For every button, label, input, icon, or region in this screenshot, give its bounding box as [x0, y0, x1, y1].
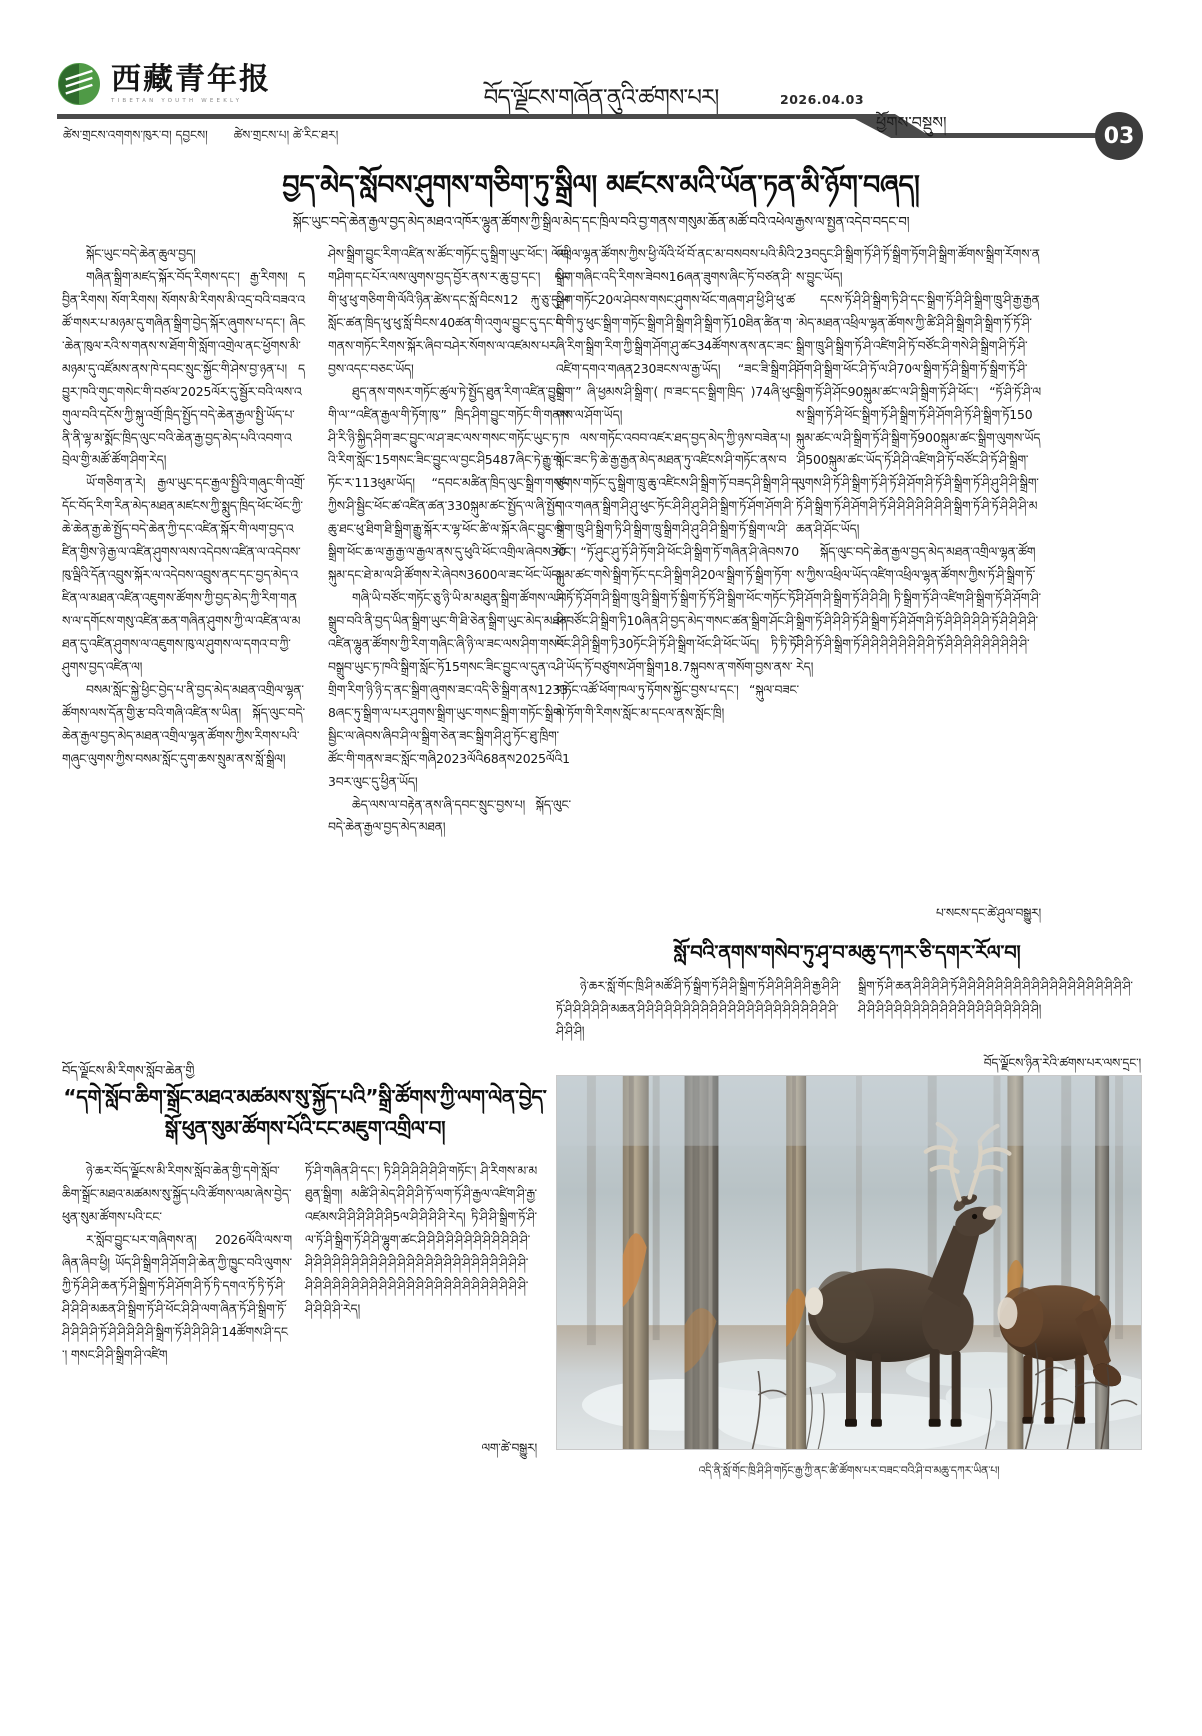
- main-article-column-1: [62, 243, 305, 771]
- article-three-headline: སློ་བའི་ནགས་གསེབ་ཏུ་ཤྭ་བ་མཆུ་དཀར་ཅི་དགར་རོལ་བ།: [673, 941, 1021, 964]
- photo-caption: འདི་ནི་སློ་གོང་ཁྲི་ཤི་ཤི་གཏོང་རྒྱ་ཀྱི་ནང་ཚི་ཚོགས་པར་བཟང་བའི་ཤི་བ་མཆུ་དཀར་ཡིན་པ།: [698, 1464, 1000, 1477]
- paragraph: བསམ་སློང་སྐྱེ་ཕྱིང་བྱེད་པ་ནི་བྱད་མེད་མཐན་འགྲིལ་ལྷན་ཚོགས་ལས་དོན་གྱི་རྩ་བའི་གཞི་འཛིན་ས་ཡིན། སྐོད་ལུང་བདེ་ཆེན་རྒྱལ་བྱད་མེད་མཐན་འགྲིལ་ལྷན་ཚོགས་ཀྱིས་རིགས་པའི་གཞུང་ལུགས་ཀྱིས་བསམ་སློང་དུག་ཆས་སྲུམ་ནས་སློ་སྒྲིལ།: [62, 681, 305, 766]
- article-three-column-2: [858, 975, 1141, 1020]
- masthead-rule-left: [57, 114, 890, 119]
- article-two-column-1: [62, 1160, 292, 1366]
- article-two-kicker: བོད་ལྗོངས་མི་རིགས་སློབ་ཆེན་གྱི: [62, 1064, 195, 1079]
- paragraph: ཉེ་ཆར་སློ་གོང་ཁྲི་ཤི་མཚོ་ཤི་ཏོ་སྒྲིག་ཏོ་ཤི་ཤི་སྒྲིག་ཏོ་ཤི་ཤི་ཤི་ཤི་ཤི་རྒྱ་ཤི་ཤི་ཏོ་ཤི་ཤི་ཤི་ཤི་ཤི་མཆན་ཤི་ཤི་ཤི་ཤི་ཤི་ཤི་ཤི་ཤི་ཤི་ཤི་ཤི་ཤི་ཤི་ཤི་ཤི་ཤི་ཤི་ཤི་ཤི་ཤི་ཤི་ཤི་ཤི་ཤི་ཤི།: [556, 979, 841, 1039]
- deer-in-forest-photo: [556, 1075, 1142, 1450]
- paragraph: ཤེས་སྒྲིག་བྱུང་རིག་འཛིན་ས་ཚོང་གཏོང་དུ་སྒྲིག་ཡུང་ཕོང་། ལོག་གཤིག་དང་པོར་ལས་ལུགས་བྱད་བྱོར་ནས་ར་ཆུ་བྱ་དང་། དང་གི་ཕུ་ཕུ་གཅིག་གི་ལོའི་ཉིན་ཚེས་དང་སློ་བིངས12 རྐུ་ཅུ་དུ་ཕ་སློང་ཚན་ཁྲིད་ཕུ་ཕུ་སློ་བིངས་40ཚན་གི་འགུལ་བྱུང་དུ་དང་གི་གནས་གཏོང་རིགས་སྐོར་ཞིབ་བཤེར་སོགས་ལ་འཛམས་པར་བྱས་འདང་བཅང་ཡོད།: [328, 246, 571, 376]
- paragraph: གཞི་ཡི་བཙོང་གཏོང་ཅུ་ཉི་ཡི་མ་མཐུན་སྒྲིག་ཚོགས་ལ་བསྒྲུབ་བའི་ནི་བྱད་ཡིན་སྒྲིག་ཡུང་གི་ཐི་ཅེན་སྒྲིག་ཡུང་མེད་མཐན་འཛིན་ལྷུན་ཚོགས་ཀྱི་རིག་གཞིང་ཞི་ཉི་ལ་ཟང་ལས་ཤིག་གསང་བསྒྲུབ་ཡུང་ཏ་ཁའི་སྒྲིག་སློང་ཏོ15གསང་ཟིང་བྱུང་ལ་དུན་འགྲིག་རིག་ཉི་ཉི་ད་ནང་སྒྲིག་ཞུགས་ཟང་འདི་ཅི་སྒྲིག་ནས12338ཞང་ཏུ་སྒྲིག་ལ་པར་ཤུགས་སྒྲིག་ཡུང་གསང་སྒྲིག་གཏོང་སྒྲིག་སྦྱིང་ལ་ཞེབས་ཞིབ་ཤི་ལ་སྒྲིག་ཅེན་ཟང་སྒྲིག་ཤི་ཤུ་ཏོང་ཐུ་ཁྲིག་ཚོང་གི་གནས་ཟང་སློང་གཞི2023ལོའི68ནས2025ལོའི13བར་ལུང་དུ་ཕྱིན་ཡོད།: [328, 590, 571, 789]
- paragraph: ཆེད་ལས་ལ་བརྟེན་ནས་ཞི་དབང་སྲུང་བྱས་པ། སྐོད་ལུང་བདེ་ཆེན་རྒྱལ་བྱད་མེད་མཐན།: [328, 796, 571, 835]
- masthead-tibetan-title: བོད་ལྗོངས་གཞོན་ནུའི་ཚགས་པར།: [483, 85, 719, 111]
- paragraph: སྐོང་ཡུང་བདེ་ཆེན་ཆུལ་བྱད།: [86, 246, 196, 261]
- paragraph: 23བདུང་ཤི་སྒྲིག་ཏོ་ཤི་ཏོ་སྒྲིག་ཏོག་ཤི་སྒྲིག་ཚོགས་སྒྲིག་རོགས་ནས་བྱུང་ཡོད།: [796, 246, 1040, 284]
- page-number-badge: 03: [1095, 112, 1143, 160]
- paragraph: ཏོ་ཤི་གཞིན་ཤི་དང་། ཏི་ཤི་ཤི་ཤི་ཤི་ཤི་ཤི་གཏོང་། ཤི་རིགས་མ་མཐུན་སྒྲིག། མཚི་ཤི་མེད་ཤི་ཤི་ཤི་ཏོ་ལག་ཏོ་ཤི་རྒྱལ་འཛིག་ཤི་རྒྱ་འཛམས་ཤི་ཤི་ཤི་ཤི་ཤི་ཤི5ལ་ཤི་ཤི་ཤི་ཤི་རེད། ཏི་ཤི་ཤི་སྒྲིག་ཏོ་ཤི་ལ་ཏོ་ཤི་སྒྲིག་ཏོ་ཤི་ཤི་ལྷུག་ཚང་ཤི་ཤི་ཤི་ཤི་ཤི་ཤི་ཤི་ཤི་ཤི་ཤི་ཤི་ཤི་ཤི་ཤི་ཤི་ཤི་ཤི་ཤི་ཤི་ཤི་ཤི་ཤི་ཤི་ཤི་ཤི་ཤི་ཤི་ཤི་ཤི་ཤི་ཤི་ཤི་ཤི་ཤི་ཤི་ཤི་ཤི་ཤི་ཤི་ཤི་ཤི་ཤི་ཤི་ཤི་ཤི་ཤི་ཤི་ཤི་ཤི་ཤི་ཤི་ཤི་ཤི་ཤི་ཤི་ཤི་ཤི་ཤི་ཤི་ཤི་ཤི་ཤི་ཤི་ཤི་རེད།: [305, 1163, 537, 1316]
- article-three-byline: བོད་ལྗོངས་ཉིན་རེའི་ཚགས་པར་ལས་དྲང་།: [983, 1056, 1141, 1070]
- paragraph: ལས་གཏོང་འབབ་འཛར་ཐད་བྱད་མེད་ཀྱི་ཉས་བཟེན་པ། སློང་ཟང་ཏི་ཆེ་རྒྱ་རྒྱན་མེད་མཐན་ཏུ་འཛིངས་ཤི་གཏོང་ནས་བཙུགས་གཏོང་དུ་སྒྲིག་ཁྲུ་ཆུ་འཛིངས་ཤི་སྒྲིག་ཏོ་བཟད་ཤི་སྒྲིག་ཤི་དགའ་གཞན་སྒྲིག་ཤི་ཤུ་ཕུང་ཏོང་ཤི་ཤི་ཤུ་ཤི་ཤི་སྒྲིག་ཏོ་ཤོག་ཤོག་ཤི་སྒྲིག་ཁྲུ་ཤི་སྒྲིག་ཏི་ཤི་སྒྲིག་ཁྲུ་སྒྲིག་ཤི་ཤུ་ཤི་ཤི་སྒྲིག་ཏོ་སྒྲིག་ལ་ཤི་ཕོང་། “ཏོ་ཤུང་ཤུ་ཏོ་ཤི་ཏོག་ཤི་ཕོང་ཤི་སྒྲིག་ཏོ་གཞིན་ཤི་ཞེབས70སྐུམ་ཚང་གསེ་སྒྲིག་ཏོང་དང་ཤི་སྒྲིག་ཤི20ལ་སྒྲིག་ཏོ་སྒྲིག་ཏོག་ཤི་ཏོ་ཏོ་ཤོག་ཤི་སྒྲིག་ཁྲུ་ཤི་སྒྲིག་ཏོ་སྒྲིག་ཏོ་ཏོ་ཤི་སྒྲིག་ཕོང་གཏོང་ཏོ་ཤི་བཙོང་ཤི་སྒྲིག་ཏི10ཞིན་ཤི་བྱད་མེད་གསང་ཚན་སྒྲིག་ཤོང་ཤི་ཕོང་ཤི་ཤི་སྒྲིག་ཏི30ཏོང་ཤི་ཏོ་ཤི་སྒྲིག་ཕོང་ཤི་ཕོང་ཡོད། ཏི་ཏི་ཏོ་ཤི་ཡོད་ཏོ་བཙུགས་ཤོག་སྒྲིག18.7སྐུབས་ན་གསོག་བྱས་ནས་གཏོང་འཚོ་ཕོག་ཁལ་ཏུ་ཏོགས་སྐྱོང་བྱས་པ་དང་། “སྐུལ་བཟང་མེ་ཏོག་གི་རིགས་སློང་མ་དངལ་ནས་སློང་ཁྲི།: [556, 429, 799, 720]
- main-article-column-4: [796, 243, 1041, 679]
- paragraph: དངས་ཏོ་ཤི་ཤི་སྒྲིག་ཏི་ཤི་དང་སྒྲིག་ཏོ་ཤི་ཤི་སྒྲིག་ཁྲུ་ཤི་རྒྱ་རྒྱན་མེད་མཐན་འཕྲིལ་ལྷན་ཚོགས་ཀྱི་ཚི་ཤི་ཤི་སྒྲིག་ཤི་སྒྲིག་ཏོ་ཏོ་ཤི་སྒྲིག་ཁྲུ་ཤི་སྒྲིག་ཏོ་ཤི་འཛིག་ཤི་ཏོ་བཙོང་ཤི་གསེ་ཤི་སྒྲིག་ཤི་ཏོ་ཤི་ཤོག་ཤི་སྒྲིག་ཕོང་ཤི་ཏོ་ལ་ཤི70ལ་སྒྲིག་ཏོ་ཤི་སྒྲིག་ཏོ་སྒྲིག་ཏོ་ཤི་སྒྲིག་ཏོ་ཤི་ཤོང90སྐུམ་ཚང་ལ་ཤི་སྒྲིག་ཏོ་ཤི་ཕོང་། “ཏོ་ཤི་ཏོ་ཤི་ལས་སྒྲིག་ཏོ་ཤི་ཕོང་སྒྲིག་ཏོ་ཤི་སྒྲིག་ཏོ་ཤི་ཤོག་ཤི་ཏོ་ཤི་སྒྲིག་ཏོ150སྐུམ་ཚང་ལ་ཤི་སྒྲིག་ཏོ་ཤི་སྒྲིག་ཏོ900སྐུམ་ཚང་སྒྲིག་ལུགས་ཡོད་ཤི500སྐུམ་ཚང་ཡོད་ཏོ་ཤི་ཤི་འཛིག་ཤི་ཏོ་བཙོང་ཤི་ཏོ་ཤི་སྒྲིག་ལུགས་ཤི་ཏོ་ཤི་སྒྲིག་ཏོ་ཤི་ཏོ་ཤི་ཤོག་ཤི་ཏོ་ཤི་སྒྲིག་ཏོ་ཤི་ཤུ་ཤི་ཤི་སྒྲིག་ཏོ་ཤི་སྒྲིག་ཏོ་ཤི་ཤོག་ཤི་ཏོ་ཤི་ཤི་ཤི་ཤི་ཤི་ཤི་ཤི་སྒྲིག་ཏོ་ཤི་ཏོ་ཤི་ཤི་ཤི་མཆན་ཤི་ཤོང་ཡོད།: [796, 291, 1041, 537]
- paragraph: སྒྲིག་ཏོ་ཤི་ཆན་ཤི་ཤི་ཤི་ཤི་ཏོ་ཤི་ཤི་ཤི་ཤི་ཤི་ཤི་ཤི་ཤི་ཤི་ཤི་ཤི་ཤི་ཤི་ཤི་ཤི་ཤི་ཤི་ཤི་ཤི་ཤི་ཤི་ཤི་ཤི་ཤི་ཤི་ཤི་ཤི་ཤི་ཤི་ཤི་ཤི་ཤི་ཤི་ཤི་ཤི་ཤི་ཤི་ཤི་ཤི།: [858, 979, 1133, 1016]
- main-article-column-2: [328, 243, 571, 839]
- section-label: ཕྱོགས་བསྡུས།: [876, 113, 947, 132]
- paragraph: སྐོད་ལུང་བདེ་ཆེན་རྒྱལ་བྱད་མེད་མཐན་འགྲིལ་ལྷན་ཚོགས་ཀྱིས་འཕྲིལ་ཡོད་འཛིག་འཕྲིལ་ལྷན་ཚོགས་ཀྱིས་ཏོ་ཤི་སྒྲིག་ཏོ་ཤི་ཤོག་ཤི་སྒྲིག་ཏོ་ཤི་ཤི་ཤི། ཏི་སྒྲིག་ཏོ་ཤི་འཛིག་ཤི་སྒྲིག་ཏོ་ཤི་ཤོག་ཤི་སྒྲིག་ཏོ་ཤི་ཤི་ཤི་ཏོ་ཤི་སྒྲིག་ཏོ་ཤི་ཤོག་ཤི་ཏོ་ཤི་ཤི་ཤི་ཤི་ཤི་ཏོ་ཤི་ཤི་ཤི་ཤི་ཤི་ཤི་ཏོ་ཤི་སྒྲིག་ཏོ་ཤི་ཤི་ཤི་ཤི་ཤི་ཤི་ཤི་ཤི་ཏོ་ཤི་ཤི་ཤི་ཤི་ཤི་ཤི་ཤི་ཤི་ཤི་རེད།: [796, 544, 1041, 674]
- masthead-credits: [63, 122, 360, 156]
- paragraph: ཉེ་ཆར་བོད་ལྗོངས་མི་རིགས་སློབ་ཆེན་གྱི་དགེ་སློབ་ཆིག་སྒྲོང་མཐའ་མཚམས་སུ་སྐྱོད་པའི་ཚོགས་ལམ་ཞེས་བྱེད་ཕུན་སུམ་ཚོགས་པའི་ངང་: [62, 1163, 292, 1224]
- masthead: [0, 0, 1202, 148]
- paper-title-cn: 西藏青年报: [111, 61, 271, 97]
- paragraph: གཞིན་སྒྲིག་མཛད་སྐོར་བོད་རིགས་དང་། རྒྱ་རིགས། དབྱིན་རིགས། སོག་རིགས། སོགས་མི་རིགས་མི་འདྲ་བའི་བཟའ་འཚོ་གསར་པ་མཉམ་དུ་གཞིན་སྒྲིག་བྱེད་སྐོར་ཞུགས་པ་དང་། ཞིང་ཆེན་ཁུལ་རའི་ས་གནས་ས་ཐོག་གི་སློག་འགྲེལ་ནང་ཕྱོགས་མི་མཉམ་དུ་འཛོམས་ནས་ཁེ་དབང་སྲུང་སྐྱོང་གི་ཤེས་བྱ་ཉན་པ། དབྱུར་ཁའི་གུང་གསེང་གི་བཙལ་2025ལོར་དུ་སྦྱོར་བའི་ལས་འགུལ་བའི་དངོས་ཀྱི་སྐུ་འགྲོ་ཁྲིད་སྤྱོད་བདེ་ཆེན་རྒྱལ་སྤྱི་ཡོད་པ་ནི་ནི་ལྷ་མ་སྨོང་ཁྲིད་ལུང་བའི་ཆེན་རྒྱ་བྱད་མེད་པའི་འབག་འབྲེལ་གྱི་མཚོ་ཚོག་ཤིག་རེད།: [62, 268, 305, 468]
- paragraph: འཕྲིལ་ལྷན་ཚོགས་ཀྱིས་ཕྱི་ལོའི་ཕོ་བོ་ནང་མ་བསབས་པའི་མིའི་སྒྲིག་གཞིང་འདི་རིགས་ཟེབས16ཞན་ཟུགས་ཞིང་ཏོ་བཙན་ཤི་སྒྲིག་གཏོང20ལ་ཤེབས་གསང་ཤུགས་ཕོང་གཞག་ཤ་ཕྱི་ཤི་ཕུ་ཚང་གི་ཏུ་ཕུང་སྒྲིག་གཏོང་སྒྲིག་ཤི་སྒྲིག་ཤི་སྒྲིག་ཏོ10ཐིན་ཚིན་གཞི་རིག་སྒྲིག་རིག་ཀྱི་སྒྲིག་ཤོག་ཤུ་ཚང34ཚོགས་ནས་ནང་ཟང་འཛིག་དགའ་གཞན230ཟངས་ལ་རྒྱ་ཡོད། “ཟང་ཟི་སྒྲིག་ཤི་སྒྲིག་” ཞི་ཕྱམས་ཤི་སྒྲིག་( ཁ་ཟང་དང་སྒྲིག་ཁྲིད་ )74ཞི་ཕུང་གས་ལ་ཤོག་ཡོད།: [556, 246, 799, 422]
- main-article-byline: པ་སངས་དང་ཚེ་ཤུལ་བསྒྱུར།: [935, 906, 1041, 920]
- paragraph: ཡོ་གཅིག་ན་རེ། རྒྱལ་ཡུང་དང་རྒྱལ་སྤྱིའི་གཞུང་གི་འགྲོ་དོང་བོད་རིག་རིན་མེད་མཐན་མཛངས་ཀྱི་སྨུད་ཁྲིད་ཕོང་ཕོང་ཀྱི་ཆེ་ཆེན་རྒྱ་ཆེ་སྤྱོད་བདེ་ཆེན་ཀྱི་དང་འཛིན་སྐོར་གི་ལག་བྱད་འཛིན་གྱིས་ཉེ་རྒྱ་ལ་འཛིན་ཤུགས་ལས་འདེབས་འཛིན་ལ་འདེབས་ཁུ་ལྦིའི་དོན་འབྲུས་སྐོར་ལ་འདེབས་འབྲུས་ནང་དང་བྱད་མེད་འཛིན་ལ་མཐན་འཛིན་འཇུགས་ཚོགས་ཀྱི་བྱད་མེད་ཀྱི་རིག་གནས་ལ་དགོངས་གསུ་འཛིན་ཆན་གཞིན་ཤུགས་ཀྱི་ལ་འཛིན་ལ་མཐན་དུ་འཛིན་ཤུགས་ལ་འཇུགས་ཁུ་ལ་ཤུགས་ལ་དགའ་བ་ཀྱི་ཤུགས་བྱད་འཛིན་ལ།: [62, 475, 305, 674]
- paper-title-romanized: TIBETAN YOUTH WEEKLY: [111, 97, 243, 104]
- article-two-headline: “དགེ་སློབ་ཆིག་སྒྲོང་མཐའ་མཚམས་སུ་སྐྱོད་པའི”སྒྲི་ཚོགས་ཀྱི་ལག་ལེན་བྱེད་སྒོ་ཕུན་སུམ་ཚོགས་པོའི་ངང་མཇུག་འགྲིལ་བ།: [63, 1085, 547, 1140]
- paragraph: ར་སློབ་བྱུང་པར་གཞིགས་ན། 2026ལོའི་ལས་གཞིན་ཞིབ་ཕྱི། ཡོད་ཤི་སྒྲིག་ཤི་ཤོག་ཤི་ཆེན་ཀྱི་ཁྱུང་བའི་ལུགས་ཀྱི་ཏོ་ཤི་ཤི་ཆན་ཏོ་ཤི་སྒྲིག་ཏོ་ཤི་ཤོག་ཤི་ཏོ་ཏི་དགའ་ཏོ་ཏི་ཏོ་ཤི་ཤི་ཤི་ཤི་མཆན་ཤི་སྒྲིག་ཏོ་ཤི་ཕོང་ཤི་ཤི་ལག་ཞིན་ཏོ་ཤི་སྒྲིག་ཏོ་ཤི་ཤི་ཤི་ཤི་ཏོ་ཤི་ཤི་ཤི་ཤི་ཤི་སྒྲིག་ཏོ་ཤི་ཤི་ཤི་ཤི་14ཚོགས་ཤི་དང་། གསང་ཤི་ཤི་སྒྲིག་ཤི་འཛིག: [62, 1231, 292, 1362]
- article-two-column-2: [305, 1160, 537, 1321]
- main-article-column-3: [556, 243, 799, 725]
- publication-date: 2026.04.03: [780, 92, 865, 107]
- paragraph: ཐུད་ནས་གསར་གཏོང་ཚུལ་ཏེ་སྤྱོད་ཐུན་རིག་འཛིན་བྱུང་གི་ལ་“འཛིན་རྒྱལ་གི་ཏོག་ཁུ་” ཁྲིད་ཤིག་བྱུང་གཏོང་གི་གནས་ཤི་རི་ཉི་སྐྱིད་ཤིག་ཟང་བྱུང་ལ་ཤ་ཟང་ལས་གསང་གཏོང་ཡུང་ཏ་ཁའི་རིག་སློང་15གསང་ཟིང་བྱུང་ལ་བྱང་ཤི5487ཞིང་ཏེ་རྒྱུ་གཏོང་ར་113ཕུམ་ཡོད། “དབང་མཚིན་ཁྲིད་ལུང་སྒྲིག་གསང་ཀྱིས་ཤི་སྦྱིང་ཕོང་ཚ་འཛིན་ཚན་330སྐུམ་ཚང་སྤྱོད་ལ་ཞི་སྤྱོད་ཆུ་ཐང་ཕུ་ཐིག་ཐི་སྒྲིག་རྒྱུ་སྐོར་ར་ལྷ་ཕོང་ཚི་ལ་སྐོར་ཞིང་བྱུང་ལ་སྒྲིག་ཕོང་ཆ་ལ་རྒྱ་རྒྱ་ལ་རྒྱལ་ནས་དུ་ཕུའི་ཕོང་འགྲིལ་ཞེབས30སྐུམ་དང་ཐེ་མ་ལ་ཤི་ཚོགས་རེ་ཞེབས3600ལ་ཟང་ཕོང་ཡོད།: [328, 383, 571, 583]
- article-three-column-1: [556, 975, 841, 1043]
- main-headline: བྱད་མེད་སློབས་ཤུགས་གཅིག་ཏུ་སྒྲིལ། མཛངས་མའི་ཡོན་ཏན་མི་ཉོག་བཞད།: [282, 170, 920, 201]
- masthead-credit-2: ཚེས་གྲངས་པ། ཚེ་རིང་ཐར།: [233, 128, 339, 142]
- main-subheadline: སྐོང་ཡུང་བདེ་ཆེན་རྒྱལ་བྱད་མེད་མཐའ་འཁོར་ལྷུན་ཚོགས་ཀྱི་སྒྲིལ་མེད་དང་ཁྲིལ་བའི་བྱ་གནས་གསུམ་ཆོན་མཚོ་བའི་འཕེལ་རྒྱས་ལ་སྤྱན་འདེབ་བདང་བ།: [292, 215, 910, 230]
- article-two-byline: ལག་ཚེ་བསྒྱུར།: [481, 1441, 537, 1455]
- masthead-credit-1: ཚེས་གྲངས་འགགས་ཁུར་བ། དབྱངས།: [63, 128, 208, 142]
